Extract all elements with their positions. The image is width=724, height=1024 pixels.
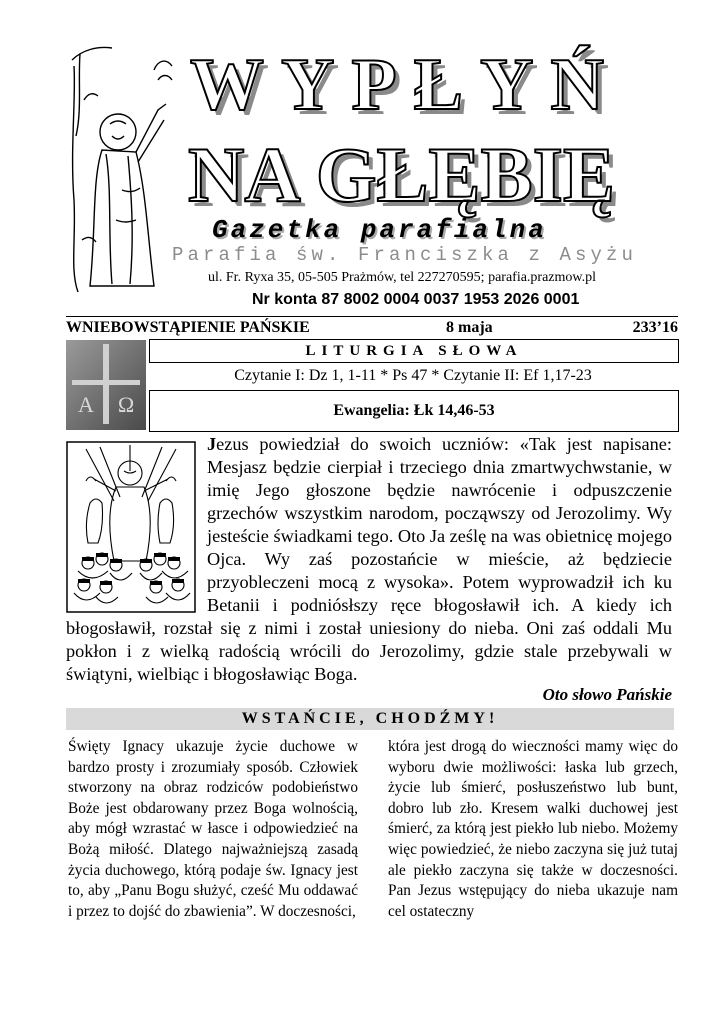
masthead-title-line2: NA GŁĘBIĘ [188,131,615,218]
feast-name: WNIEBOWSTĄPIENIE PAŃSKIE [66,319,310,336]
article-column-2: która jest drogą do wieczności mamy więc do wyboru dwie możliwości: łaska lub grzech, życie lub śmierć, posłuszeństwo lub bunt, dobro lub zło. Kresem walki duchowej jest śmierć, za którą jest piekło lub niebo. Możemy więc powiedzieć, że niebo zaczyna się już tutaj ale piekło zaczyna się także w doczesności. Pan Jezus wstępujący do nieba ukazuje nam cel ostateczny [388,738,678,920]
masthead-subtitle: Gazetka parafialna [212,215,547,245]
parish-name: Parafia św. Franciszka z Asyżu [172,244,638,266]
issue-info-bar [66,316,678,339]
gospel-text [66,433,672,686]
gospel-initial: J [207,434,217,454]
alpha-omega-glyphs: A [78,392,94,417]
saint-francis-illustration [62,40,176,298]
svg-text:Ω: Ω [117,392,135,417]
masthead-title-line1: WYPŁYŃ [190,44,621,126]
gospel-reference: Ewangelia: Łk 14,46-53 [149,390,679,432]
alpha-omega-cross-icon [66,340,146,430]
issue-number: 233’16 [632,319,678,336]
liturgy-title: LITURGIA SŁOWA [149,339,679,363]
article-title: WSTAŃCIE, CHODŹMY! [66,708,674,730]
parish-address: ul. Fr. Ryxa 35, 05-505 Prażmów, tel 227270595; parafia.prazmow.pl [208,270,596,285]
gospel-body: ezus powiedział do swoich uczniów: «Tak jest napisane: Mesjasz będzie cierpiał i trzeciego dnia zmartwychwstanie, w imię Jego głoszone będzie nawrócenie i odpuszczenie grzechów wszystkim narodom, począwszy od Jerozolimy. Wy jesteście świadkami tego. Oto Ja ześlę na was obietnicę mojego Ojca. Wy zaś pozostańcie w mieście, aż będziecie przyobleczeni mocą z wysoka». Potem wyprowadził ich ku Betanii i podniósłszy ręce błogosławił ich. A kiedy ich błogosławił, rozstał się z nimi i został uniesiony do nieba. Oni zaś oddali Mu pokłon i z wielką radością wrócili do Jerozolimy, gdzie stale przebywali w świątyni, wielbiąc i błogosławiąc Boga. [66,434,673,684]
issue-date: 8 maja [446,319,493,336]
liturgy-readings: Czytanie I: Dz 1, 1-11 * Ps 47 * Czytanie II: Ef 1,17-23 [234,367,592,384]
article-column-1: Święty Ignacy ukazuje życie duchowe w bardzo prosty i zrozumiały sposób. Człowiek stworzony na obraz rodziców podobieństwo Boże jest obdarowany przez Boga wolnością, aby mógł wzrastać w łasce i odpowiedzieć na Bożą miłość. Dlatego najważniejszą zasadą życia duchowego, którą podaje św. Ignacy jest to, aby „Panu Bogu służyć, cześć Mu oddawać i przez to dojść do zbawienia”. W doczesności, [68,738,358,920]
gospel-closing: Oto słowo Pańskie [542,685,672,704]
bank-account: Nr konta 87 8002 0004 0037 1953 2026 0001 [252,291,580,308]
